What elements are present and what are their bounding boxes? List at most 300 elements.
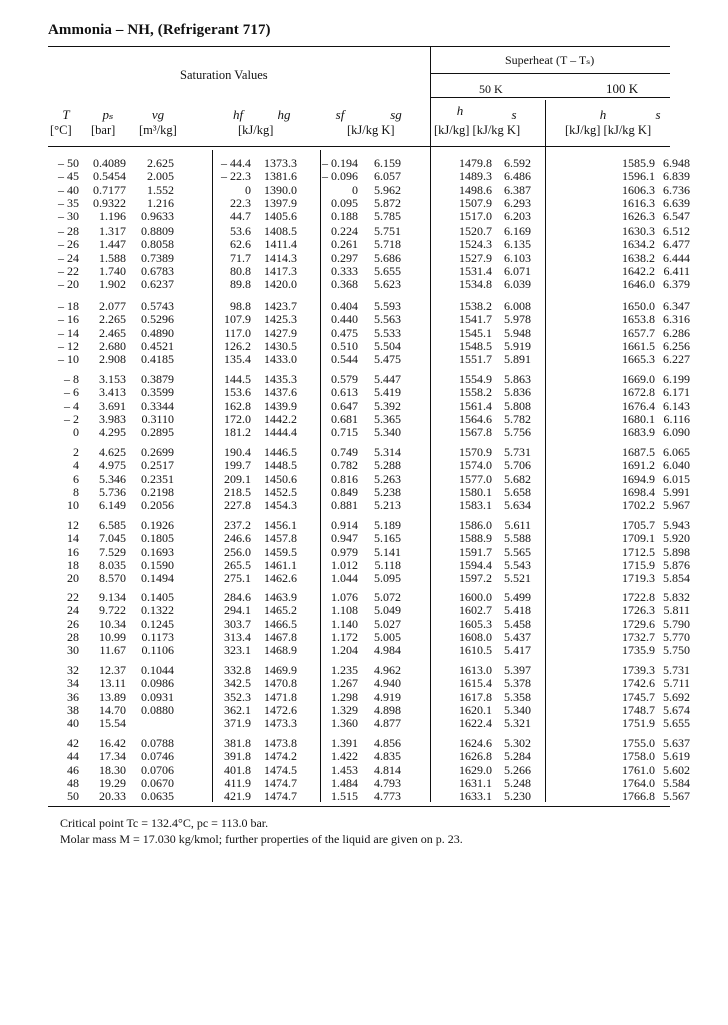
cell-ps: 1.740 [99,263,126,278]
cell-ps: 4.625 [99,445,126,459]
cell-hf: 209.1 [224,471,251,486]
cell-sf: 0.816 [331,471,358,486]
cell-sg: 5.718 [374,237,401,252]
cell-hg: 1474.7 [264,775,297,790]
cell-s50: 6.486 [504,169,531,184]
cell-h100: 1661.5 [622,338,655,353]
cell-sf: 0.613 [331,385,358,400]
cell-vg: 0.0986 [141,676,174,691]
col-symbol-sf: sf [335,107,345,122]
cell-h100: 1735.9 [622,643,655,658]
cell-h100: 1638.2 [622,250,655,265]
cell-hg: 1462.6 [264,571,297,586]
cell-ps: 19.29 [99,775,126,790]
cell-h50: 1580.1 [459,484,492,499]
cell-hf: 71.7 [230,250,251,265]
cell-sf: 1.329 [331,702,358,717]
cell-h50: 1551.7 [459,352,492,367]
cell-sf: 1.453 [331,762,358,777]
cell-s100: 6.948 [663,156,690,170]
cell-sf: 0.979 [331,544,358,559]
cell-ps: 12.37 [99,663,126,677]
cell-sf: 1.422 [331,749,358,764]
cell-h50: 1626.8 [459,749,492,764]
cell-ps: 2.908 [99,352,126,367]
cell-h100: 1653.8 [622,312,655,327]
cell-hf: – 44.4 [221,156,251,170]
cell-h50: 1605.3 [459,616,492,631]
cell-sf: 0.914 [331,518,358,532]
cell-h50: 1558.2 [459,385,492,400]
cell-t: – 2 [64,411,79,426]
table-row [0,225,728,238]
cell-hg: 1423.7 [264,299,297,313]
table-row [0,559,728,572]
cell-hf: 352.3 [224,689,251,704]
cell-hf: 135.4 [224,352,251,367]
cell-h100: 1672.8 [622,385,655,400]
col-symbol-hf: hf [232,107,244,122]
cell-h100: 1729.6 [622,616,655,631]
cell-t: – 35 [58,195,79,210]
cell-s100: 5.943 [663,518,690,532]
cell-t: 34 [67,676,79,691]
bottom-rule [48,806,670,807]
cell-sg: 5.118 [374,557,401,572]
cell-h50: 1624.6 [459,736,492,750]
cell-hg: 1474.7 [264,789,297,804]
cell-ps: 1.588 [99,250,126,265]
cell-sg: 5.263 [374,471,401,486]
cell-ps: 10.99 [99,629,126,644]
cell-vg: 0.2351 [141,471,174,486]
cell-h100: 1683.9 [622,425,655,440]
cell-hg: 1474.2 [264,749,297,764]
cell-hg: 1446.5 [264,445,297,459]
cell-sg: 5.785 [374,209,401,224]
cell-sg: 4.793 [374,775,401,790]
cell-sf: 0.261 [331,237,358,252]
cell-h50: 1531.4 [459,263,492,278]
cell-h50: 1548.5 [459,338,492,353]
cell-vg: 0.1926 [141,518,174,532]
cell-h50: 1574.0 [459,458,492,473]
cell-h100: 1748.7 [622,702,655,717]
cell-vg: 0.2198 [141,484,174,499]
cell-ps: 1.902 [99,277,126,292]
cell-hf: 218.5 [224,484,251,499]
cell-h50: 1479.8 [459,156,492,170]
col-symbol-ps: pₛ [102,107,114,122]
cell-sg: 5.686 [374,250,401,265]
table-row [0,764,728,777]
cell-hg: 1472.6 [264,702,297,717]
cell-h100: 1646.0 [622,277,655,292]
cell-h50: 1561.4 [459,398,492,413]
table-row [0,777,728,790]
cell-sg: 4.962 [374,663,401,677]
cell-ps: 13.89 [99,689,126,704]
table-row [0,170,728,183]
cell-vg: 0.0670 [141,775,174,790]
cell-hf: 117.0 [224,325,251,340]
cell-sf: 1.360 [331,716,358,731]
cell-sf: 0.782 [331,458,358,473]
cell-vg: 0.0746 [141,749,174,764]
cell-hg: 1397.9 [264,195,297,210]
cell-h100: 1687.5 [622,445,655,459]
cell-s50: 5.521 [504,571,531,586]
cell-vg: 0.1106 [141,643,174,658]
table-row [0,473,728,486]
cell-hg: 1459.5 [264,544,297,559]
col-symbol-h50: h [456,103,464,118]
cell-vg: 0.3344 [141,398,174,413]
cell-t: – 45 [58,169,79,184]
cell-h100: 1709.1 [622,531,655,546]
unit-temperature: [°C] [50,123,72,137]
cell-ps: 0.7177 [93,182,126,197]
cell-s50: 5.437 [504,629,531,644]
cell-hf: 294.1 [224,603,251,618]
cell-sg: 5.238 [374,484,401,499]
cell-hf: 421.9 [224,789,251,804]
cell-ps: 16.42 [99,736,126,750]
cell-h50: 1570.9 [459,445,492,459]
cell-hg: 1420.0 [264,277,297,292]
cell-vg: 0.9633 [141,209,174,224]
cell-s50: 5.499 [504,590,531,604]
cell-h100: 1755.0 [622,736,655,750]
cell-s100: 6.347 [663,299,690,313]
cell-h50: 1620.1 [459,702,492,717]
cell-sg: 5.314 [374,445,401,459]
cell-vg: 0.4185 [141,352,174,367]
cell-t: – 24 [58,250,79,265]
cell-sg: 5.504 [374,338,401,353]
cell-sf: 1.108 [331,603,358,618]
cell-h50: 1600.0 [459,590,492,604]
cell-sg: 5.419 [374,385,401,400]
cell-s100: 5.567 [663,789,690,804]
cell-ps: 13.11 [99,676,126,691]
cell-ps: 20.33 [99,789,126,804]
cell-ps: 8.570 [99,571,126,586]
cell-t: 36 [67,689,79,704]
cell-s100: 6.512 [663,224,690,238]
cell-ps: 4.975 [99,458,126,473]
cell-sf: 0.647 [331,398,358,413]
cell-sf: 0.475 [331,325,358,340]
table-row [0,572,728,585]
cell-sf: 0.368 [331,277,358,292]
cell-s50: 5.891 [504,352,531,367]
cell-h50: 1564.6 [459,411,492,426]
cell-s100: 6.227 [663,352,690,367]
cell-t: 30 [67,643,79,658]
table-row [0,631,728,644]
cell-t: – 8 [64,372,79,386]
table-row [0,197,728,210]
table-row [0,486,728,499]
cell-h100: 1691.2 [622,458,655,473]
cell-t: 44 [67,749,79,764]
cell-vg: 0.0931 [141,689,174,704]
cell-hf: 199.7 [224,458,251,473]
cell-s50: 5.782 [504,411,531,426]
cell-sf: 0.404 [331,299,358,313]
table-row [0,373,728,386]
cell-sg: 4.984 [374,643,401,658]
cell-h50: 1629.0 [459,762,492,777]
cell-h100: 1634.2 [622,237,655,252]
cell-vg: 1.216 [147,195,174,210]
cell-h100: 1742.6 [622,676,655,691]
cell-h100: 1761.0 [622,762,655,777]
cell-sg: 4.835 [374,749,401,764]
superheat-100k-heading: 100 K [606,81,639,96]
cell-h50: 1524.3 [459,237,492,252]
unit-enthalpy: [kJ/kg] [238,123,274,137]
cell-h100: 1705.7 [622,518,655,532]
cell-s50: 5.611 [504,518,531,532]
table-row [0,313,728,326]
cell-s50: 5.919 [504,338,531,353]
cell-vg: 0.8809 [141,224,174,238]
cell-vg: 0.7389 [141,250,174,265]
cell-ps: 1.317 [99,224,126,238]
superheat-rule [430,73,670,74]
cell-h100: 1702.2 [622,498,655,513]
table-row [0,386,728,399]
cell-sg: 5.049 [374,603,401,618]
cell-hg: 1373.3 [264,156,297,170]
cell-h50: 1489.3 [459,169,492,184]
cell-h100: 1585.9 [622,156,655,170]
cell-sf: 1.391 [331,736,358,750]
col-symbol-s100: s [655,107,661,122]
cell-hg: 1456.1 [264,518,297,532]
cell-sf: 0.440 [331,312,358,327]
cell-sg: 5.872 [374,195,401,210]
cell-s50: 5.397 [504,663,531,677]
cell-hg: 1471.8 [264,689,297,704]
cell-ps: 1.196 [99,209,126,224]
cell-hf: 391.8 [224,749,251,764]
cell-h50: 1545.1 [459,325,492,340]
footnote [60,815,463,847]
cell-ps: 6.149 [99,498,126,513]
superheat-50k-heading: 50 K [479,82,503,96]
superheat-sub-rule [430,97,670,98]
superheat-heading: Superheat (T – Tₛ) [505,53,595,67]
cell-hg: 1463.9 [264,590,297,604]
cell-hf: 313.4 [224,629,251,644]
cell-hf: 172.0 [224,411,251,426]
cell-s100: 6.015 [663,471,690,486]
cell-h50: 1622.4 [459,716,492,731]
cell-s100: 5.854 [663,571,690,586]
cell-t: 32 [67,663,79,677]
cell-sf: 0.544 [331,352,358,367]
table-row [0,353,728,366]
cell-vg: 0.6237 [141,277,174,292]
cell-ps: 11.67 [99,643,126,658]
cell-hg: 1430.5 [264,338,297,353]
cell-s50: 5.756 [504,425,531,440]
cell-sg: 5.447 [374,372,401,386]
cell-sf: – 0.096 [322,169,358,184]
cell-sg: 5.141 [374,544,401,559]
cell-t: – 28 [58,224,79,238]
molar-mass-note: Molar mass M = 17.030 kg/kmol; further properties of the liquid are given on p. 23. [60,832,463,846]
cell-s100: 5.876 [663,557,690,572]
cell-s50: 5.706 [504,458,531,473]
cell-vg: 2.625 [147,156,174,170]
cell-s50: 5.321 [504,716,531,731]
col-symbol-sg: sg [390,107,402,122]
table-row [0,300,728,313]
cell-h50: 1517.0 [459,209,492,224]
cell-sg: 5.340 [374,425,401,440]
cell-s100: 5.832 [663,590,690,604]
cell-sf: 1.515 [331,789,358,804]
cell-hf: 332.8 [224,663,251,677]
cell-hg: 1470.8 [264,676,297,691]
cell-sf: 1.012 [331,557,358,572]
table-row [0,238,728,251]
cell-s50: 6.387 [504,182,531,197]
cell-ps: 3.153 [99,372,126,386]
cell-t: – 16 [58,312,79,327]
cell-h50: 1602.7 [459,603,492,618]
cell-s100: 6.040 [663,458,690,473]
cell-s100: 5.967 [663,498,690,513]
cell-sg: 4.773 [374,789,401,804]
cell-h100: 1726.3 [622,603,655,618]
cell-sg: 4.898 [374,702,401,717]
cell-s50: 5.266 [504,762,531,777]
cell-ps: 5.736 [99,484,126,499]
table-row [0,327,728,340]
cell-s100: 6.411 [663,263,690,278]
cell-t: – 26 [58,237,79,252]
cell-ps: 9.134 [99,590,126,604]
cell-h100: 1739.3 [622,663,655,677]
cell-s100: 5.584 [663,775,690,790]
cell-s100: 6.065 [663,445,690,459]
cell-hg: 1452.5 [264,484,297,499]
cell-t: 40 [67,716,79,731]
cell-sf: 0.749 [331,445,358,459]
cell-hf: 362.1 [224,702,251,717]
cell-sg: 5.365 [374,411,401,426]
cell-h100: 1642.2 [622,263,655,278]
cell-sf: 0.849 [331,484,358,499]
cell-sf: 0.333 [331,263,358,278]
cell-h100: 1630.3 [622,224,655,238]
cell-hf: 381.8 [224,736,251,750]
cell-sg: 5.962 [374,182,401,197]
cell-s100: 6.116 [663,411,690,426]
table-row [0,618,728,631]
cell-t: 2 [73,445,79,459]
cell-hf: 190.4 [224,445,251,459]
critical-point-note: Critical point Tc = 132.4°C, pc = 113.0 bar. [60,816,269,830]
cell-t: – 12 [58,338,79,353]
cell-vg: 0.3599 [141,385,174,400]
cell-sf: 0.297 [331,250,358,265]
cell-s50: 5.682 [504,471,531,486]
table-row [0,157,728,170]
table-row [0,413,728,426]
cell-sf: 1.044 [331,571,358,586]
cell-t: 18 [67,557,79,572]
cell-ps: 2.680 [99,338,126,353]
cell-sg: 5.165 [374,531,401,546]
cell-s100: 6.199 [663,372,690,386]
cell-hg: 1450.6 [264,471,297,486]
cell-sg: 5.623 [374,277,401,292]
unit-superheat-50: [kJ/kg] [kJ/kg K] [434,123,521,137]
cell-sg: 5.213 [374,498,401,513]
cell-s100: 6.444 [663,250,690,265]
cell-t: 8 [73,484,79,499]
cell-h100: 1732.7 [622,629,655,644]
cell-h50: 1520.7 [459,224,492,238]
cell-s50: 5.658 [504,484,531,499]
cell-t: 10 [67,498,79,513]
col-symbol-vg: vg [151,107,165,122]
cell-vg: 0.3879 [141,372,174,386]
cell-vg: 0.1405 [141,590,174,604]
table-row [0,499,728,512]
cell-hf: 265.5 [224,557,251,572]
cell-s100: 6.379 [663,277,690,292]
cell-h100: 1596.1 [622,169,655,184]
cell-s50: 5.836 [504,385,531,400]
cell-h50: 1498.6 [459,182,492,197]
table-row [0,265,728,278]
col-symbol-t: T [62,107,70,122]
cell-t: 14 [67,531,79,546]
cell-h100: 1751.9 [622,716,655,731]
cell-hf: 342.5 [224,676,251,691]
cell-s50: 5.358 [504,689,531,704]
cell-hf: – 22.3 [221,169,251,184]
cell-s50: 6.008 [504,299,531,313]
cell-h100: 1665.3 [622,352,655,367]
cell-sg: 4.940 [374,676,401,691]
cell-s50: 5.248 [504,775,531,790]
cell-hf: 98.8 [230,299,251,313]
cell-t: 50 [67,789,79,804]
cell-t: 38 [67,702,79,717]
cell-vg: 0.1245 [141,616,174,631]
cell-hg: 1390.0 [264,182,297,197]
cell-s50: 5.417 [504,643,531,658]
cell-ps: 0.5454 [93,169,126,184]
cell-h100: 1676.4 [622,398,655,413]
cell-s100: 6.256 [663,338,690,353]
cell-s100: 6.736 [663,182,690,197]
cell-hg: 1448.5 [264,458,297,473]
cell-t: 42 [67,736,79,750]
table-row [0,717,728,730]
cell-sg: 4.856 [374,736,401,750]
cell-ps: 7.045 [99,531,126,546]
cell-hg: 1442.2 [264,411,297,426]
